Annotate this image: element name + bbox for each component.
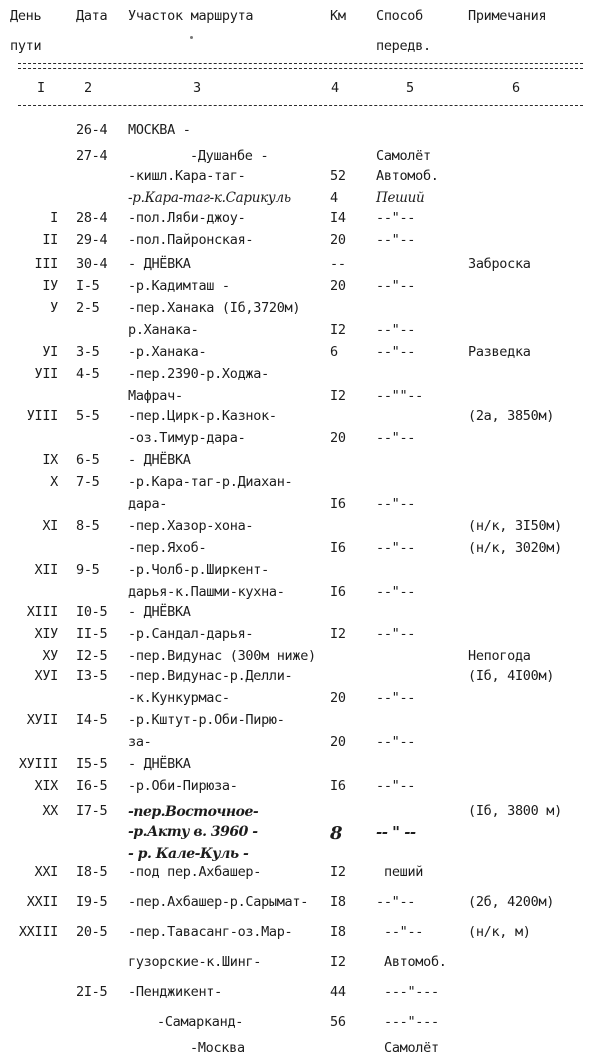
row-mode: -- " -- bbox=[376, 823, 416, 841]
row-date: I9-5 bbox=[76, 894, 108, 910]
row-route: -Пенджикент- bbox=[128, 984, 222, 1000]
column-number-4: 4 bbox=[331, 80, 339, 96]
row-route: -пер.Яхоб- bbox=[128, 540, 207, 556]
row-day: II bbox=[42, 232, 58, 248]
row-route: -р.Кара-таг-к.Сарикуль bbox=[128, 190, 291, 206]
header-divider-top bbox=[18, 63, 583, 64]
column-number-6: 6 bbox=[512, 80, 520, 96]
row-route: -р.Ханака- bbox=[128, 344, 207, 360]
column-number-2: 2 bbox=[84, 80, 92, 96]
row-route: -под пер.Ахбашер- bbox=[128, 864, 262, 880]
row-km: 4 bbox=[330, 190, 338, 206]
row-km: I2 bbox=[330, 322, 346, 338]
row-km: 20 bbox=[330, 430, 346, 446]
row-day: XII bbox=[34, 562, 58, 578]
row-km: I2 bbox=[330, 864, 346, 880]
row-date: 27-4 bbox=[76, 148, 108, 164]
row-mode: Пеший bbox=[376, 190, 425, 206]
row-route: дара- bbox=[128, 496, 168, 512]
header-mode-line2: передв. bbox=[376, 38, 431, 54]
row-km: I6 bbox=[330, 496, 346, 512]
row-day: XI bbox=[42, 518, 58, 534]
row-day: XXII bbox=[26, 894, 58, 910]
row-route: -пер.Хазор-хона- bbox=[128, 518, 254, 534]
row-date: 5-5 bbox=[76, 408, 100, 424]
row-date: 2-5 bbox=[76, 300, 100, 316]
row-km: 20 bbox=[330, 232, 346, 248]
row-mode: ---"--- bbox=[384, 1014, 439, 1030]
row-km: I6 bbox=[330, 540, 346, 556]
row-km: I2 bbox=[330, 388, 346, 404]
row-date: 6-5 bbox=[76, 452, 100, 468]
row-mode: ---"--- bbox=[384, 984, 439, 1000]
row-day: XIX bbox=[34, 778, 58, 794]
row-day: УII bbox=[34, 366, 58, 382]
row-mode: Самолёт bbox=[384, 1040, 439, 1056]
row-route: -к.Кункурмас- bbox=[128, 690, 230, 706]
column-number-5: 5 bbox=[406, 80, 414, 96]
row-date: I6-5 bbox=[76, 778, 108, 794]
row-note: Заброска bbox=[468, 256, 531, 272]
row-mode: Автомоб. bbox=[384, 954, 447, 970]
row-date: I8-5 bbox=[76, 864, 108, 880]
row-date: 28-4 bbox=[76, 210, 108, 226]
header-day-line1: День bbox=[10, 8, 42, 24]
row-route: -р.Акту в. 3960 - bbox=[128, 824, 258, 840]
row-note: (Iб, 4I00м) bbox=[468, 668, 555, 684]
row-route: -Душанбе - bbox=[190, 148, 269, 164]
row-route: -р.Чолб-р.Ширкент- bbox=[128, 562, 269, 578]
row-km: I6 bbox=[330, 584, 346, 600]
row-route: р.Ханака- bbox=[128, 322, 199, 338]
row-note: (н/к, м) bbox=[468, 924, 531, 940]
row-route: - ДНЁВКА bbox=[128, 256, 191, 272]
column-number-3: 3 bbox=[193, 80, 201, 96]
row-mode: --"-- bbox=[384, 924, 424, 940]
row-day: XXIII bbox=[18, 924, 58, 940]
row-mode: --"-- bbox=[376, 626, 416, 642]
row-date: 30-4 bbox=[76, 256, 108, 272]
row-route: -р.Кштут-р.Оби-Пирю- bbox=[128, 712, 285, 728]
row-date: 4-5 bbox=[76, 366, 100, 382]
row-note: (н/к, 3I50м) bbox=[468, 518, 562, 534]
row-route: МОСКВА - bbox=[128, 122, 191, 138]
row-mode: --"-- bbox=[376, 496, 416, 512]
row-day: XУ bbox=[42, 648, 58, 664]
row-day: XX bbox=[42, 803, 58, 819]
row-day: III bbox=[34, 256, 58, 272]
row-km: 20 bbox=[330, 690, 346, 706]
row-date: I2-5 bbox=[76, 648, 108, 664]
row-date: 26-4 bbox=[76, 122, 108, 138]
header-divider-bottom bbox=[18, 68, 583, 69]
row-date: 2I-5 bbox=[76, 984, 108, 1000]
row-route: -пол.Пайронская- bbox=[128, 232, 254, 248]
row-mode: Самолёт bbox=[376, 148, 431, 164]
row-route: -пер.Цирк-р.Казнок- bbox=[128, 408, 277, 424]
row-day: I bbox=[50, 210, 58, 226]
row-route: Мафрач- bbox=[128, 388, 183, 404]
row-mode: --"-- bbox=[376, 690, 416, 706]
row-route: -р.Кара-таг-р.Диахан- bbox=[128, 474, 293, 490]
row-note: (2а, 3850м) bbox=[468, 408, 555, 424]
row-route: -Самарканд- bbox=[157, 1014, 244, 1030]
row-route: -пер.Видунас (300м ниже) bbox=[128, 648, 316, 664]
row-day: XУII bbox=[26, 712, 58, 728]
row-day: XIII bbox=[26, 604, 58, 620]
row-date: 8-5 bbox=[76, 518, 100, 534]
row-route: -р.Сандал-дарья- bbox=[128, 626, 254, 642]
row-mode: --"-- bbox=[376, 894, 416, 910]
row-mode: --"-- bbox=[376, 322, 416, 338]
row-km: 20 bbox=[330, 278, 346, 294]
row-route: -пер.Восточное- bbox=[128, 804, 259, 820]
row-date: 7-5 bbox=[76, 474, 100, 490]
row-day: УI bbox=[42, 344, 58, 360]
row-km: I6 bbox=[330, 778, 346, 794]
row-km: I8 bbox=[330, 894, 346, 910]
row-route: -Москва bbox=[190, 1040, 245, 1056]
row-date: I5-5 bbox=[76, 756, 108, 772]
row-date: 3-5 bbox=[76, 344, 100, 360]
header-notes: Примечания bbox=[468, 8, 547, 24]
row-date: I7-5 bbox=[76, 803, 108, 819]
row-route: -р.Кадимташ - bbox=[128, 278, 230, 294]
row-mode: --"-- bbox=[376, 430, 416, 446]
row-mode: --"-- bbox=[376, 278, 416, 294]
row-km: I2 bbox=[330, 626, 346, 642]
row-km: 44 bbox=[330, 984, 346, 1000]
row-mode: --"-- bbox=[376, 210, 416, 226]
row-route: -пер.Ханака (Iб,3720м) bbox=[128, 300, 301, 316]
row-note: Разведка bbox=[468, 344, 531, 360]
column-numbers-divider bbox=[18, 105, 583, 106]
row-date: I3-5 bbox=[76, 668, 108, 684]
header-mode-line1: Способ bbox=[376, 8, 423, 24]
row-mode: --"-- bbox=[376, 734, 416, 750]
column-number-1: I bbox=[37, 80, 45, 96]
row-mode: --"-- bbox=[376, 232, 416, 248]
row-day: XУI bbox=[34, 668, 58, 684]
row-day: IX bbox=[42, 452, 58, 468]
row-date: 9-5 bbox=[76, 562, 100, 578]
row-route: -пол.Ляби-джоу- bbox=[128, 210, 246, 226]
row-route: -пер.Тавасанг-оз.Мар- bbox=[128, 924, 293, 940]
row-route: -р.Оби-Пирюза- bbox=[128, 778, 238, 794]
row-day: IУ bbox=[42, 278, 58, 294]
row-km: 56 bbox=[330, 1014, 346, 1030]
row-route: -пер.Видунас-р.Делли- bbox=[128, 668, 293, 684]
row-note: (Iб, 3800 м) bbox=[468, 803, 562, 819]
row-km: I2 bbox=[330, 954, 346, 970]
row-km: 20 bbox=[330, 734, 346, 750]
row-km: -- bbox=[330, 256, 346, 272]
row-day: XXI bbox=[34, 864, 58, 880]
row-date: I0-5 bbox=[76, 604, 108, 620]
row-km: I4 bbox=[330, 210, 346, 226]
row-date: I4-5 bbox=[76, 712, 108, 728]
header-km: Км bbox=[330, 8, 346, 24]
row-route: -пер.Ахбашер-р.Сарымат- bbox=[128, 894, 309, 910]
row-route: - р. Кале-Куль - bbox=[128, 846, 249, 862]
row-date: I-5 bbox=[76, 278, 100, 294]
row-route: -кишл.Кара-таг- bbox=[128, 168, 246, 184]
row-mode: --"-- bbox=[376, 344, 416, 360]
row-mode: --""-- bbox=[376, 388, 423, 404]
paper-speck bbox=[190, 36, 193, 39]
row-mode: --"-- bbox=[376, 540, 416, 556]
row-mode: Автомоб. bbox=[376, 168, 439, 184]
row-km: 6 bbox=[330, 344, 338, 360]
header-route: Участок маршрута bbox=[128, 8, 254, 24]
row-date: II-5 bbox=[76, 626, 108, 642]
row-route: за- bbox=[128, 734, 152, 750]
row-day: X bbox=[50, 474, 58, 490]
row-km: 8 bbox=[330, 823, 343, 844]
row-route: - ДНЁВКА bbox=[128, 452, 191, 468]
row-date: 29-4 bbox=[76, 232, 108, 248]
row-note: (2б, 4200м) bbox=[468, 894, 555, 910]
row-route: - ДНЁВКА bbox=[128, 756, 191, 772]
row-route: гузорские-к.Шинг- bbox=[128, 954, 262, 970]
row-day: XIУ bbox=[34, 626, 58, 642]
row-route: дарья-к.Пашми-кухна- bbox=[128, 584, 285, 600]
row-mode: --"-- bbox=[376, 584, 416, 600]
row-route: -оз.Тимур-дара- bbox=[128, 430, 246, 446]
header-date: Дата bbox=[76, 8, 108, 24]
row-day: УIII bbox=[26, 408, 58, 424]
row-note: (н/к, 3020м) bbox=[468, 540, 562, 556]
row-km: 52 bbox=[330, 168, 346, 184]
row-km: I8 bbox=[330, 924, 346, 940]
row-route: -пер.2390-р.Ходжа- bbox=[128, 366, 269, 382]
row-route: - ДНЁВКА bbox=[128, 604, 191, 620]
header-day-line2: пути bbox=[10, 38, 42, 54]
row-mode: пеший bbox=[384, 864, 424, 880]
row-note: Непогода bbox=[468, 648, 531, 664]
row-day: XУIII bbox=[18, 756, 58, 772]
row-mode: --"-- bbox=[376, 778, 416, 794]
row-date: 20-5 bbox=[76, 924, 108, 940]
row-day: У bbox=[50, 300, 58, 316]
